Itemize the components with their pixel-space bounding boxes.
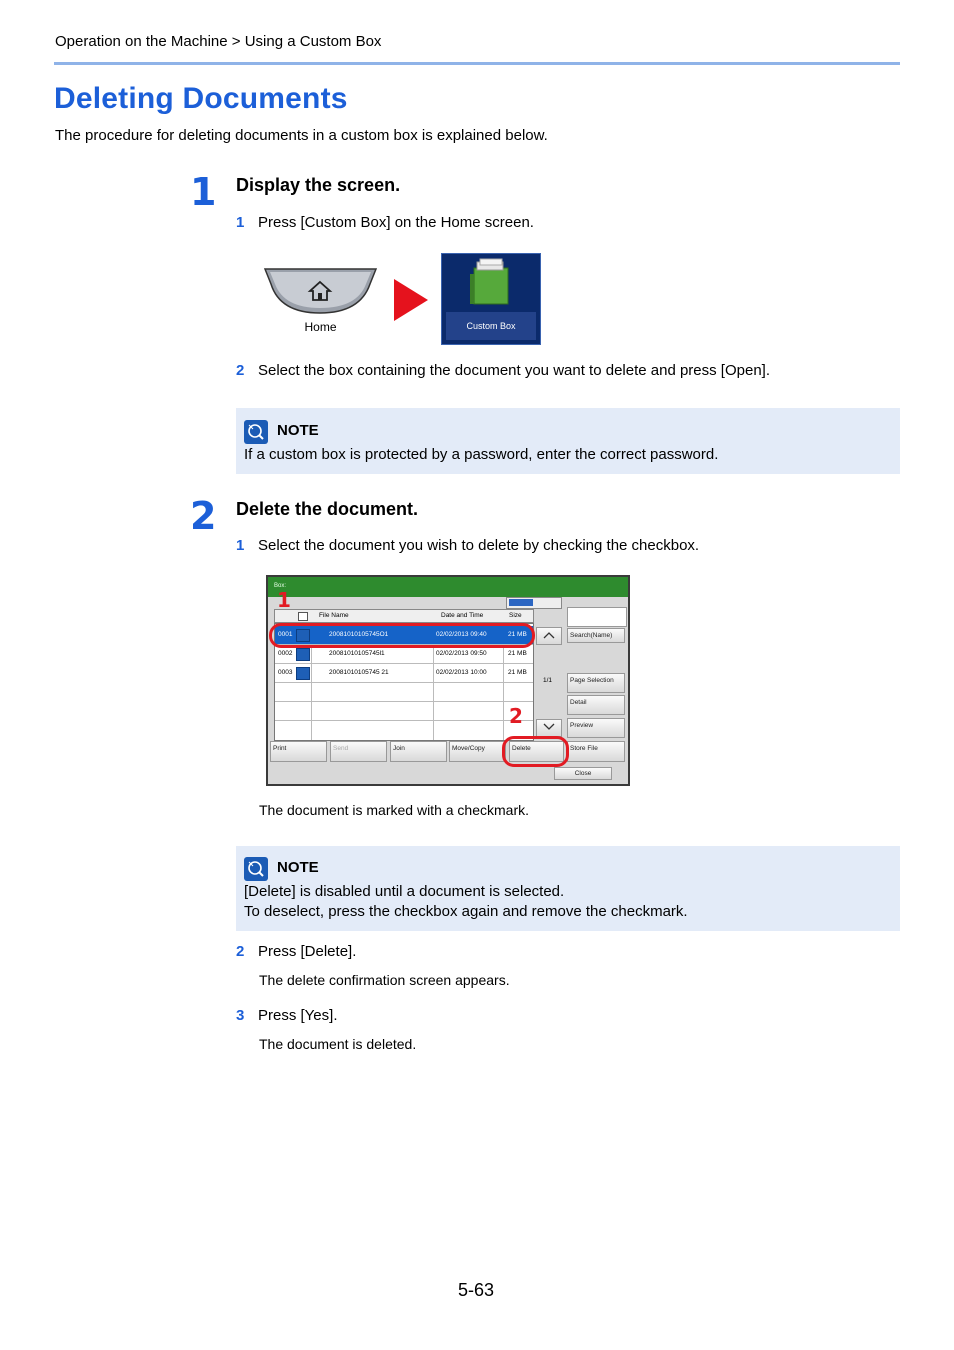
note-box-2	[236, 846, 900, 931]
note-text-line-1: [Delete] is disabled until a document is selected.	[244, 883, 565, 900]
marker-1: 1	[277, 588, 291, 612]
table-row	[275, 664, 533, 683]
view-toggle	[506, 597, 562, 609]
box-panel-screenshot	[266, 575, 630, 786]
table-header	[274, 609, 534, 623]
header-rule	[54, 62, 900, 65]
step-2-sub-3	[236, 1007, 337, 1024]
marker-2: 2	[509, 704, 523, 728]
close-button: Close	[554, 767, 612, 780]
page-number: 5-63	[458, 1280, 495, 1300]
caption-confirmation: The delete confirmation screen appears.	[259, 972, 510, 988]
detail-button: Detail	[567, 695, 625, 715]
arrow-right-icon	[394, 279, 428, 321]
caption-checkmark: The document is marked with a checkmark.	[259, 802, 529, 818]
sub-number: 2	[236, 943, 245, 960]
row-number: 0001	[278, 631, 293, 638]
panel-title-bar	[268, 577, 628, 597]
move-copy-button: Move/Copy	[449, 741, 506, 762]
store-file-button: Store File	[567, 741, 625, 762]
step-1-number: 1	[190, 170, 217, 214]
home-label: Home	[304, 320, 337, 334]
file-size: 21 MB	[508, 631, 527, 638]
page-title: Deleting Documents	[54, 82, 348, 115]
sub-text: Press [Custom Box] on the Home screen.	[258, 214, 534, 231]
step-2-sub-1	[236, 537, 699, 554]
intro-text: The procedure for deleting documents in a custom box is explained below.	[55, 127, 548, 144]
step-2-sub-2	[236, 943, 356, 960]
sub-number: 3	[236, 1007, 245, 1024]
step-2-number: 2	[190, 494, 217, 538]
file-date: 02/02/2013 09:40	[436, 631, 487, 638]
file-name: 20081010105745 21	[329, 669, 389, 676]
sub-number: 2	[236, 362, 245, 379]
scroll-up-button	[536, 627, 562, 645]
row-number: 0003	[278, 669, 293, 676]
checked-checkbox-icon	[296, 648, 310, 661]
note-icon	[244, 857, 268, 881]
chevron-down-icon	[543, 723, 555, 731]
page-indicator: 1/1	[543, 677, 553, 684]
column-file-name: File Name	[319, 612, 349, 619]
search-field	[567, 607, 627, 627]
table-row	[275, 702, 533, 721]
caption-deleted: The document is deleted.	[259, 1036, 417, 1052]
scroll-down-button	[536, 719, 562, 737]
page-selection-button: Page Selection	[567, 673, 625, 693]
sub-number: 1	[236, 214, 245, 231]
file-name: 20081010105745O1	[329, 631, 389, 638]
sub-text: Press [Yes].	[258, 1007, 338, 1024]
table-row	[275, 721, 533, 739]
sub-number: 1	[236, 537, 245, 554]
highlight-delete-circle	[502, 736, 569, 767]
sub-text: Select the box containing the document you want to delete and press [Open].	[258, 362, 770, 379]
row-number: 0002	[278, 650, 293, 657]
note-text: If a custom box is protected by a password, enter the correct password.	[244, 446, 719, 463]
step-1-sub-2	[236, 362, 770, 379]
join-button: Join	[390, 741, 447, 762]
note-text-line-2: To deselect, press the checkbox again and remove the checkmark.	[244, 903, 688, 920]
step-1-sub-1	[236, 214, 534, 231]
step-1-heading: Display the screen.	[236, 175, 401, 195]
chevron-up-icon	[543, 631, 555, 639]
home-button-graphic	[264, 266, 377, 316]
note-box-1	[236, 408, 900, 474]
print-button: Print	[270, 741, 327, 762]
file-date: 02/02/2013 09:50	[436, 650, 487, 657]
file-name: 20081010105745l1	[329, 650, 385, 657]
box-icon	[442, 254, 540, 314]
column-date: Date and Time	[441, 612, 484, 619]
sub-text: Select the document you wish to delete by checking the checkbox.	[258, 537, 700, 554]
file-size: 21 MB	[508, 669, 527, 676]
step-2-heading: Delete the document.	[236, 499, 419, 519]
preview-button: Preview	[567, 718, 625, 738]
send-button: Send	[330, 741, 387, 762]
panel-title: Box:	[274, 583, 287, 589]
note-title: NOTE	[277, 422, 319, 439]
column-size: Size	[509, 612, 522, 619]
table-row	[275, 683, 533, 702]
breadcrumb: Operation on the Machine > Using a Custom Box	[55, 33, 382, 50]
select-all-checkbox	[298, 612, 308, 621]
custom-box-label: Custom Box	[446, 312, 536, 340]
checked-checkbox-icon	[296, 667, 310, 680]
search-name-button: Search(Name)	[567, 628, 625, 643]
note-title: NOTE	[277, 859, 319, 876]
file-date: 02/02/2013 10:00	[436, 669, 487, 676]
sub-text: Press [Delete].	[258, 943, 357, 960]
list-view-icon	[509, 599, 533, 606]
note-icon	[244, 420, 268, 444]
highlight-row-circle	[269, 623, 535, 648]
file-size: 21 MB	[508, 650, 527, 657]
delete-button: Delete	[509, 741, 564, 762]
